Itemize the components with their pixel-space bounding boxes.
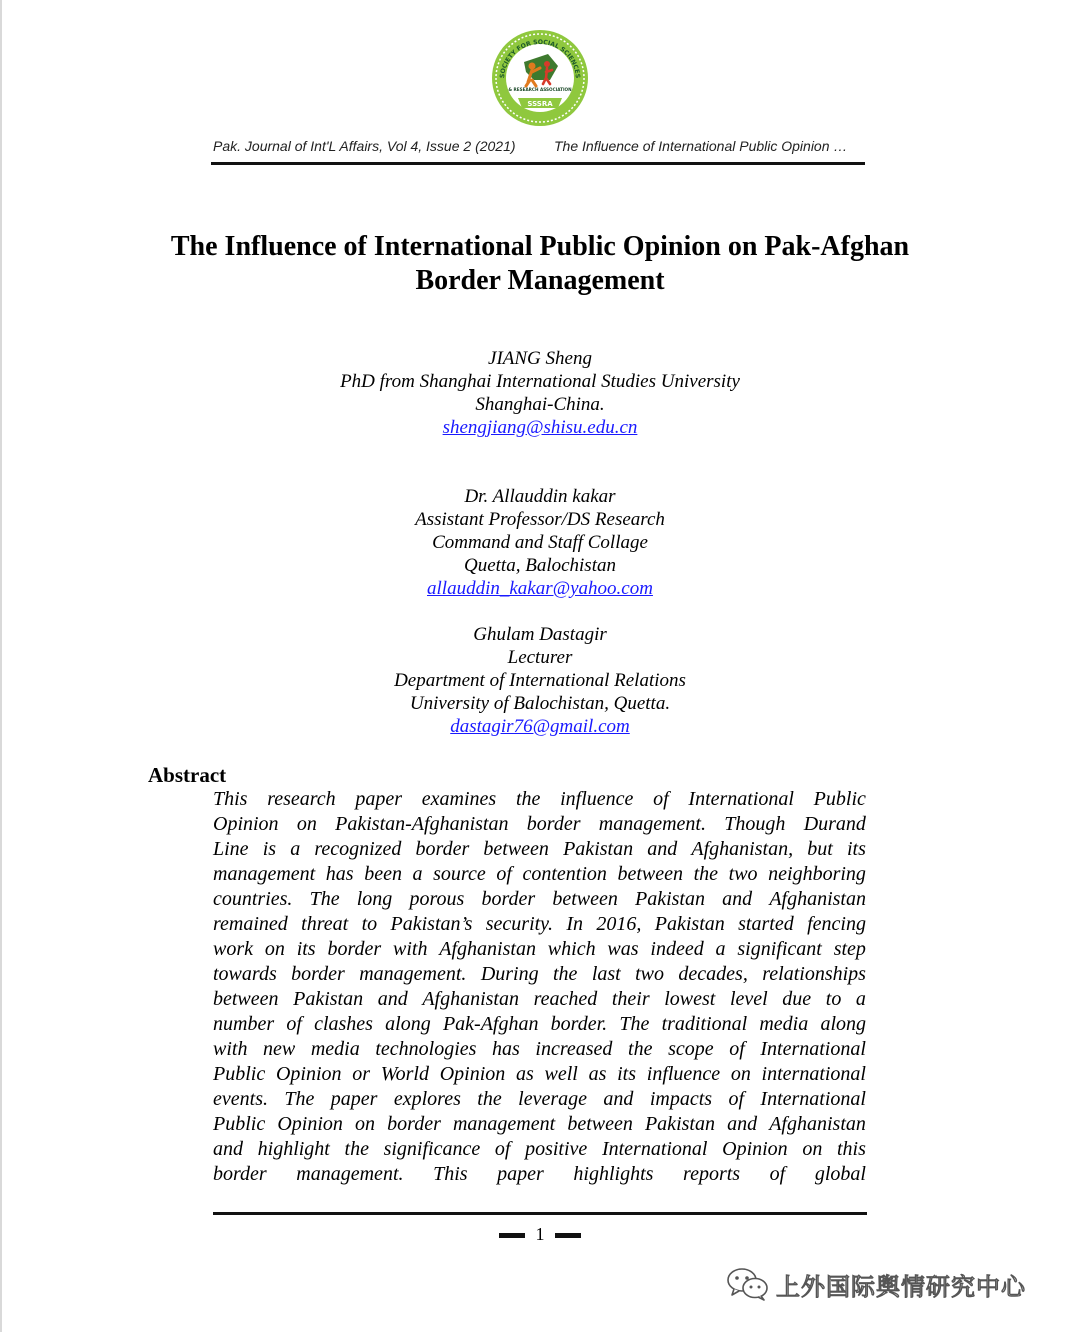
wechat-icon <box>726 1266 770 1302</box>
author-affiliation: Department of International Relations <box>394 670 686 691</box>
logo-banner-text: SSSRA <box>527 100 553 108</box>
author-position: Lecturer <box>507 647 573 668</box>
page-edge <box>0 0 2 1332</box>
abstract-line: Public Opinion or World Opinion as well as its influence on international <box>213 1063 866 1085</box>
sssra-logo <box>490 28 590 128</box>
author-location: University of Balochistan, Quetta. <box>409 693 671 714</box>
abstract-line: management has been a source of contention between the two neighboring <box>213 863 866 885</box>
author-email-link[interactable]: dastagir76@gmail.com <box>450 716 630 737</box>
author-location: Shanghai-China. <box>475 394 605 415</box>
author-location: Quetta, Balochistan <box>464 555 616 576</box>
abstract-line: towards border management. During the last two decades, relationships <box>213 963 866 985</box>
abstract-body <box>213 787 866 1187</box>
author-name: Ghulam Dastagir <box>473 624 607 645</box>
abstract-line: with new media technologies has increased the scope of International <box>213 1038 866 1060</box>
logo-inner-text: & RESEARCH ASSOCIATION <box>508 87 572 92</box>
journal-citation: Pak. Journal of Int'L Affairs, Vol 4, Issue 2 (2021) <box>213 138 516 154</box>
author-block-1 <box>240 347 840 439</box>
author-affiliation: PhD from Shanghai International Studies University <box>340 371 740 392</box>
running-header <box>213 138 865 158</box>
abstract-line: countries. The long porous border between Pakistan and Afghanistan <box>213 888 866 910</box>
author-affiliation: Command and Staff Collage <box>432 532 648 553</box>
abstract-line: This research paper examines the influence of International Public <box>213 788 866 810</box>
watermark-text: 上外国际舆情研究中心 <box>776 1272 1026 1301</box>
author-block-2 <box>240 485 840 600</box>
page-number-dash-right <box>555 1233 581 1238</box>
header-rule <box>211 162 865 165</box>
title-line: The Influence of International Public Opinion on Pak-Afghan <box>170 231 910 262</box>
author-email-link[interactable]: allauddin_kakar@yahoo.com <box>427 578 653 599</box>
author-name: Dr. Allauddin kakar <box>464 486 616 507</box>
abstract-line: number of clashes along Pak-Afghan border. The traditional media along <box>213 1013 866 1035</box>
watermark <box>726 1264 1026 1304</box>
author-name: JIANG Sheng <box>488 348 592 369</box>
abstract-line: and highlight the significance of positive International Opinion on this <box>213 1138 866 1160</box>
abstract-line: Line is a recognized border between Pakistan and Afghanistan, but its <box>213 838 866 860</box>
abstract-line: border management. This paper highlights reports of global <box>213 1163 866 1185</box>
author-email-link[interactable]: shengjiang@shisu.edu.cn <box>442 417 638 438</box>
logo-ring-text: SOCIETY FOR SOCIAL SCIENCES <box>498 38 582 79</box>
author-block-3 <box>240 623 840 738</box>
abstract-line: between Pakistan and Afghanistan reached their lowest level due to a <box>213 988 866 1010</box>
page-number: 1 <box>535 1224 545 1244</box>
author-position: Assistant Professor/DS Research <box>415 509 665 530</box>
abstract-line: work on its border with Afghanistan which was indeed a significant step <box>213 938 866 960</box>
abstract-line: remained threat to Pakistan’s security. In 2016, Pakistan started fencing <box>213 913 866 935</box>
footer-rule <box>213 1212 867 1215</box>
abstract-line: Public Opinion on border management between Pakistan and Afghanistan <box>213 1113 866 1135</box>
paper-title <box>130 230 950 298</box>
title-line: Border Management <box>415 265 665 296</box>
abstract-heading: Abstract <box>148 763 227 787</box>
abstract-line: events. The paper explores the leverage and impacts of International <box>213 1088 866 1110</box>
short-title: The Influence of International Public Opinion … <box>554 138 848 154</box>
page-number-block <box>497 1224 583 1248</box>
abstract-line: Opinion on Pakistan-Afghanistan border management. Though Durand <box>213 813 866 835</box>
